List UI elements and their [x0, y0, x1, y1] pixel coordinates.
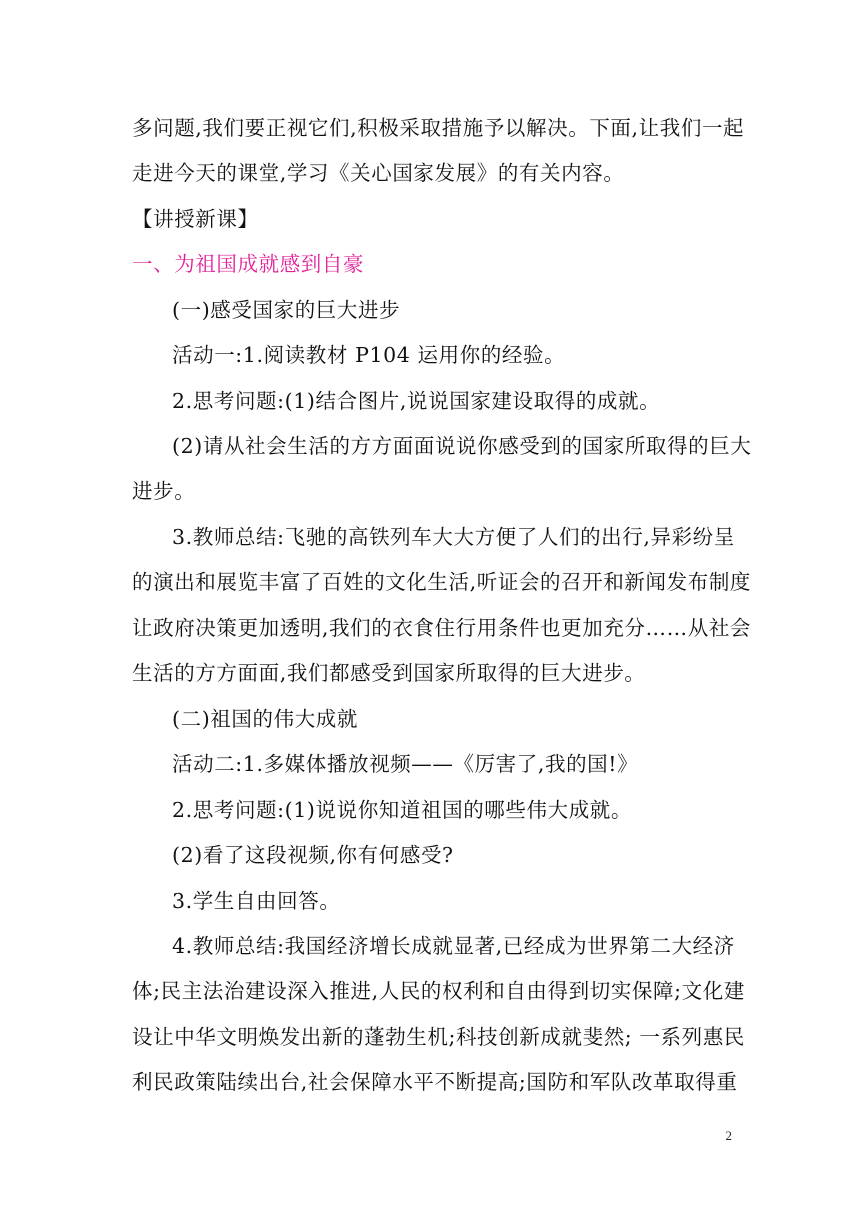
- summary-line: 3.教师总结:飞驰的高铁列车大大方便了人们的出行,异彩纷呈: [172, 525, 735, 549]
- subsection-heading: (一)感受国家的巨大进步: [172, 298, 401, 322]
- activity-line: 活动二:1.多媒体播放视频——《厉害了,我的国!》: [172, 752, 639, 776]
- body-text-line: 进步。: [132, 479, 196, 503]
- summary-line: 4.教师总结:我国经济增长成就显著,已经成为世界第二大经济: [172, 934, 735, 958]
- activity-line: 活动一:1.阅读教材 P104 运用你的经验。: [172, 343, 566, 367]
- question-line: (2)看了这段视频,你有何感受?: [172, 843, 454, 867]
- page-number: 2: [725, 1128, 732, 1143]
- body-text-line: 的演出和展览丰富了百姓的文化生活,听证会的召开和新闻发布制度: [132, 570, 752, 594]
- body-text-line: 让政府决策更加透明,我们的衣食住行用条件也更加充分……从社会: [132, 616, 752, 640]
- body-text-line: 设让中华文明焕发出新的蓬勃生机;科技创新成就斐然; 一系列惠民: [132, 1025, 745, 1049]
- subsection-heading: (二)祖国的伟大成就: [172, 707, 358, 731]
- body-text-line: 多问题,我们要正视它们,积极采取措施予以解决。下面,让我们一起: [132, 116, 745, 140]
- body-text-line: 体;民主法治建设深入推进,人民的权利和自由得到切实保障;文化建: [132, 979, 745, 1003]
- section-label: 【讲授新课】: [132, 207, 259, 231]
- question-line: (2)请从社会生活的方方面面说说你感受到的国家所取得的巨大: [172, 434, 752, 458]
- body-text-line: 利民政策陆续出台,社会保障水平不断提高;国防和军队改革取得重: [132, 1070, 738, 1094]
- question-line: 2.思考问题:(1)结合图片,说说国家建设取得的成就。: [172, 389, 661, 413]
- question-line: 2.思考问题:(1)说说你知道祖国的哪些伟大成就。: [172, 798, 633, 822]
- section-heading: 一、为祖国成就感到自豪: [132, 252, 365, 276]
- body-text-line: 生活的方方面面,我们都感受到国家所取得的巨大进步。: [132, 661, 646, 685]
- answer-line: 3.学生自由回答。: [172, 889, 341, 913]
- body-text-line: 走进今天的课堂,学习《关心国家发展》的有关内容。: [132, 161, 625, 185]
